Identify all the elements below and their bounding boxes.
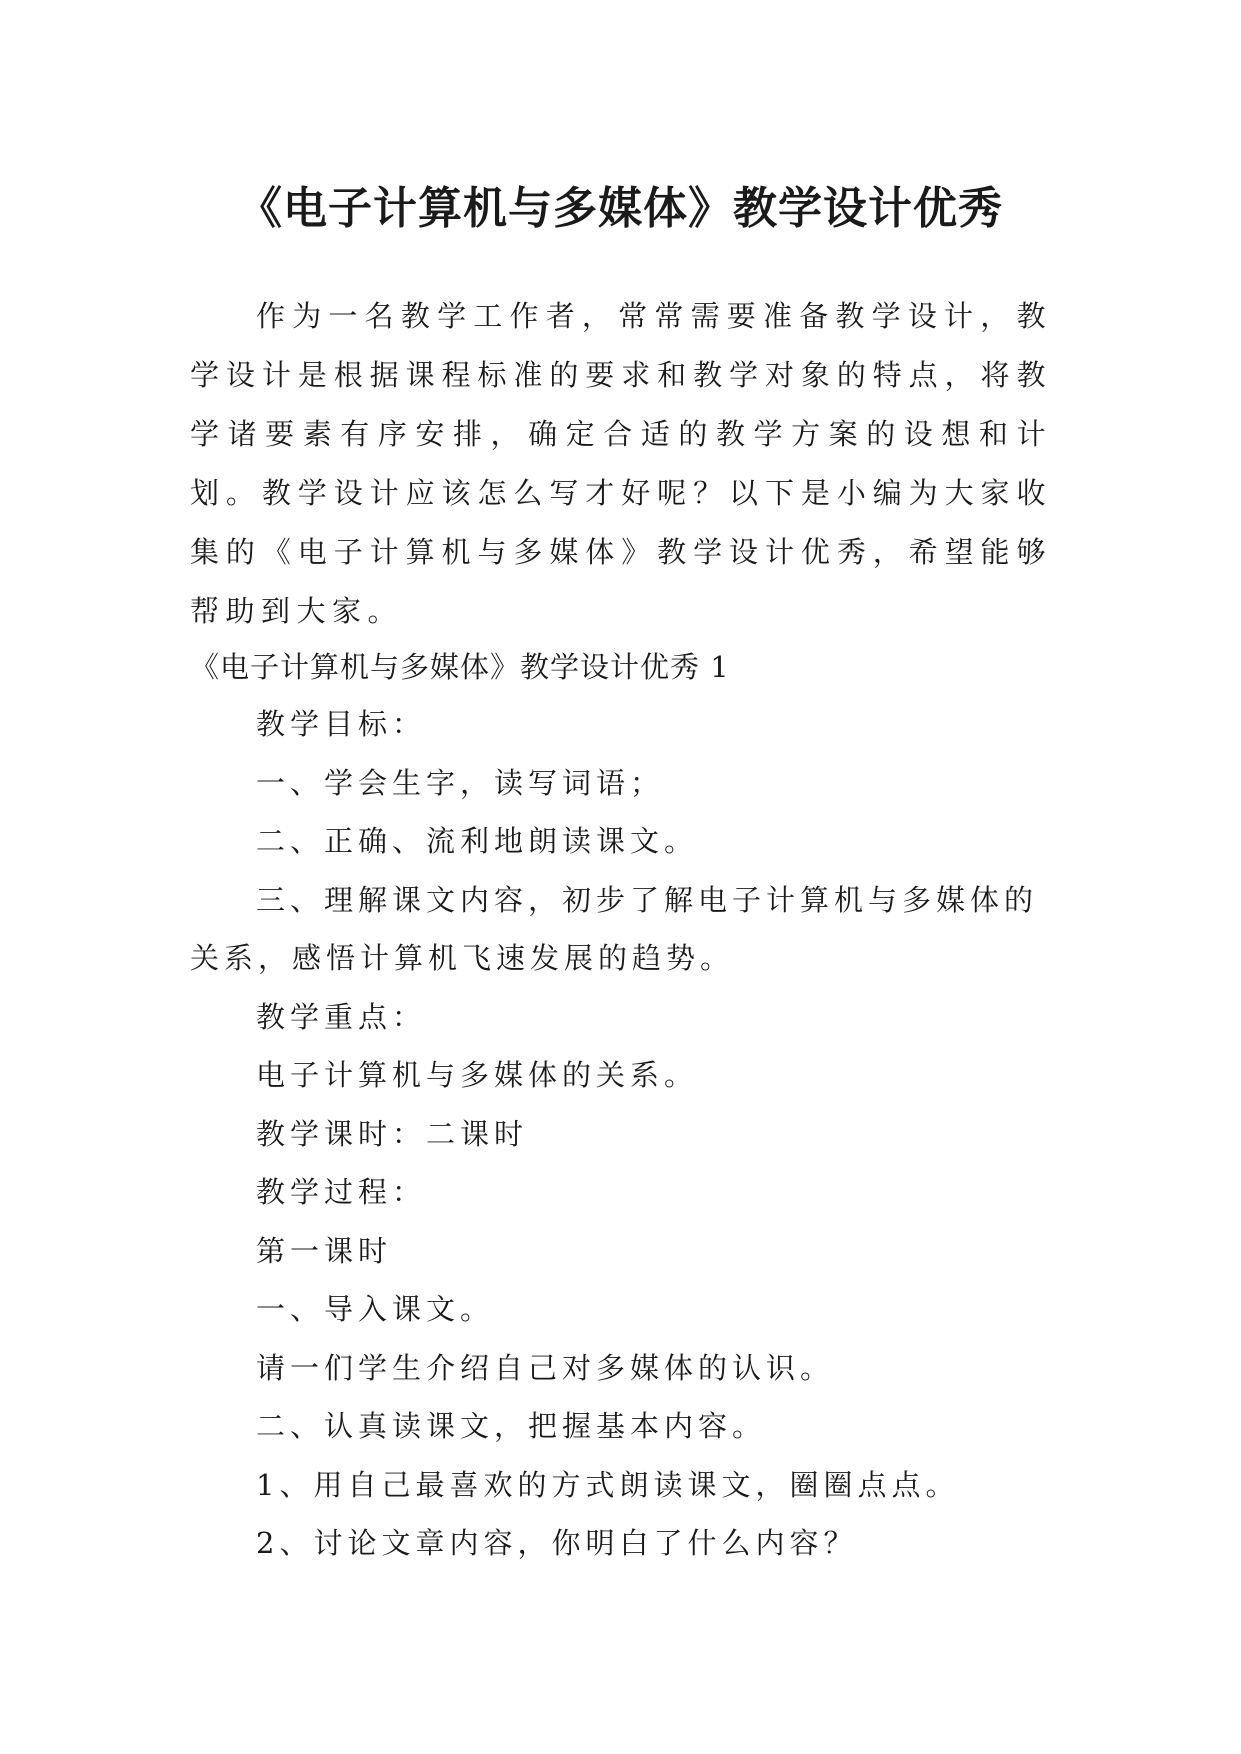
intro-paragraph: 作为一名教学工作者，常常需要准备教学设计，教学设计是根据课程标准的要求和教学对象的特点，将教学诸要素有序安排，确定合适的教学方案的设想和计划。教学设计应该怎么写才好呢？以下是小编为大家收集的《电子计算机与多媒体》教学设计优秀，希望能够帮助到大家。 xyxy=(190,299,1052,628)
document-title: 《电子计算机与多媒体》教学设计优秀 xyxy=(238,183,1003,235)
body-line: 一、导入课文。 xyxy=(256,1292,495,1326)
body-line: 教学过程： xyxy=(256,1175,427,1209)
body-line: 第一课时 xyxy=(256,1233,393,1268)
body-line: 教学重点： xyxy=(256,999,427,1034)
body-line: 1、用自己最喜欢的方式朗读课文，圈圈点点。 xyxy=(256,1467,960,1502)
body-line: 三、理解课文内容，初步了解电子计算机与多媒体的关系，感悟计算机飞速发展的趋势。 xyxy=(190,882,1039,975)
body-line: 二、正确、流利地朗读课文。 xyxy=(256,824,699,858)
body-line: 请一们学生介绍自己对多媒体的认识。 xyxy=(256,1350,835,1385)
body-line: 2、讨论文章内容，你明白了什么内容？ xyxy=(256,1526,858,1560)
body-line: 教学目标： xyxy=(256,707,427,741)
body-line: 一、学会生字，读写词语； xyxy=(256,765,665,800)
body-line: 教学课时：二课时 xyxy=(256,1116,529,1151)
body-line: 电子计算机与多媒体的关系。 xyxy=(256,1058,699,1092)
body-text xyxy=(190,695,1052,1573)
section-heading: 《电子计算机与多媒体》教学设计优秀 1 xyxy=(190,650,730,684)
body-line: 二、认真读课文，把握基本内容。 xyxy=(256,1409,767,1443)
